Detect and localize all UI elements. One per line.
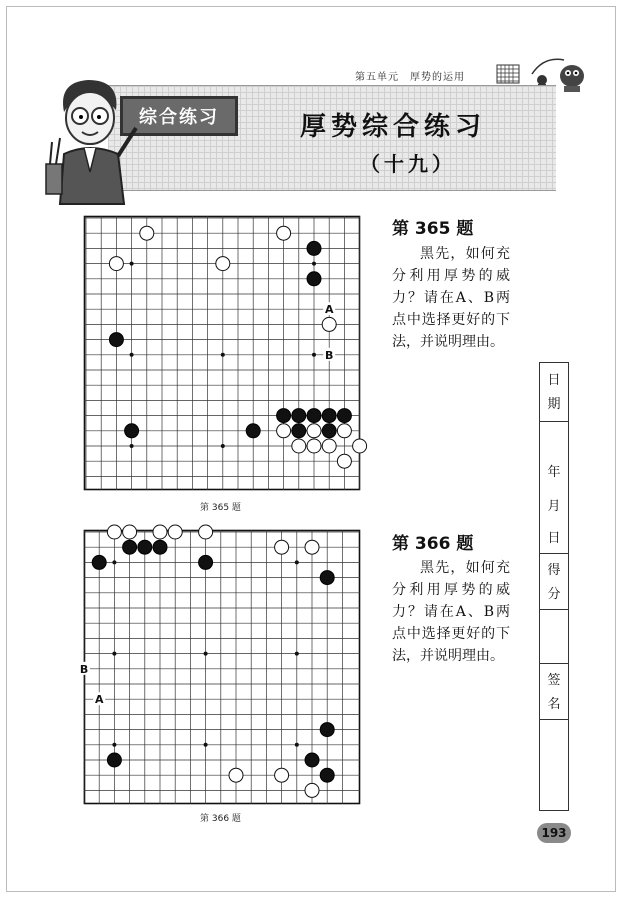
star-point — [204, 743, 208, 747]
black-stone — [320, 723, 334, 737]
board-caption-366: 第 366 题 — [200, 814, 241, 824]
black-stone — [307, 241, 321, 255]
white-stone — [292, 439, 306, 453]
white-stone — [216, 257, 230, 271]
white-stone — [275, 540, 289, 554]
date-label-1: 日 — [547, 373, 561, 388]
black-stone — [320, 768, 334, 782]
white-stone — [153, 525, 167, 539]
star-point — [130, 353, 134, 357]
white-stone — [322, 439, 336, 453]
black-stone — [322, 424, 336, 438]
divider — [540, 553, 568, 554]
divider — [540, 663, 568, 664]
page-subtitle: （十九） — [360, 152, 456, 176]
board-icon — [496, 64, 520, 84]
day-label: 日 — [547, 531, 561, 546]
star-point — [204, 652, 208, 656]
board-caption-365: 第 365 题 — [200, 503, 241, 513]
problem-title-366: 第 366 题 — [392, 534, 474, 554]
black-stone — [307, 409, 321, 423]
white-stone — [107, 525, 121, 539]
white-stone — [229, 768, 243, 782]
star-point — [221, 444, 225, 448]
white-stone — [337, 424, 351, 438]
white-stone — [305, 540, 319, 554]
star-point — [312, 353, 316, 357]
star-point — [130, 444, 134, 448]
black-stone — [138, 540, 152, 554]
black-stone — [307, 272, 321, 286]
star-point — [312, 262, 316, 266]
score-label-1: 得 — [547, 563, 561, 578]
star-point — [112, 743, 116, 747]
month-label: 月 — [547, 499, 561, 514]
point-label-b: B — [79, 662, 89, 676]
exercise-badge: 综合练习 — [120, 96, 238, 136]
problem-text-365: 黑先，如何充分利用厚势的威力？请在A、B两点中选择更好的下法，并说明理由。 — [392, 246, 510, 350]
white-stone — [305, 783, 319, 797]
white-stone — [199, 525, 213, 539]
point-label-a: A — [94, 693, 104, 707]
date-label-2: 期 — [547, 397, 561, 412]
black-stone — [337, 409, 351, 423]
black-stone — [320, 571, 334, 585]
black-stone — [109, 333, 123, 347]
score-label-2: 分 — [547, 587, 561, 602]
white-stone — [277, 226, 291, 240]
divider — [540, 719, 568, 720]
go-board-365 — [84, 216, 360, 490]
teacher-illustration-icon — [44, 72, 140, 206]
black-stone — [305, 753, 319, 767]
white-stone — [353, 439, 367, 453]
problem-text-366: 黑先，如何充分利用厚势的威力？请在A、B两点中选择更好的下法，并说明理由。 — [392, 560, 510, 664]
black-stone — [246, 424, 260, 438]
white-stone — [275, 768, 289, 782]
white-stone — [109, 257, 123, 271]
point-label-a: A — [324, 303, 334, 317]
white-stone — [277, 424, 291, 438]
star-point — [295, 743, 299, 747]
star-point — [295, 560, 299, 564]
white-stone — [168, 525, 182, 539]
go-board-366 — [79, 530, 360, 804]
divider — [540, 609, 568, 610]
divider — [540, 421, 568, 422]
page-title: 厚势综合练习 — [300, 112, 487, 142]
black-stone — [125, 424, 139, 438]
star-point — [112, 560, 116, 564]
white-stone — [140, 226, 154, 240]
record-box — [539, 362, 569, 811]
chapter-heading: 第五单元 厚势的运用 — [355, 72, 465, 83]
star-point — [112, 652, 116, 656]
black-stone — [107, 753, 121, 767]
star-point — [295, 652, 299, 656]
black-stone — [199, 555, 213, 569]
page-number: 193 — [537, 823, 571, 843]
black-stone — [292, 409, 306, 423]
black-stone — [123, 540, 137, 554]
white-stone — [307, 439, 321, 453]
white-stone — [337, 454, 351, 468]
year-label: 年 — [547, 465, 561, 480]
sign-label-2: 名 — [547, 697, 561, 712]
point-label-b: B — [325, 348, 334, 362]
white-stone — [123, 525, 137, 539]
black-stone — [292, 424, 306, 438]
problem-title-365: 第 365 题 — [392, 219, 474, 239]
black-stone — [322, 409, 336, 423]
star-point — [221, 353, 225, 357]
black-stone — [153, 540, 167, 554]
black-stone — [277, 409, 291, 423]
black-stone — [92, 555, 106, 569]
white-stone — [307, 424, 321, 438]
white-stone — [322, 317, 336, 331]
sign-label-1: 签 — [547, 673, 561, 688]
star-point — [130, 262, 134, 266]
